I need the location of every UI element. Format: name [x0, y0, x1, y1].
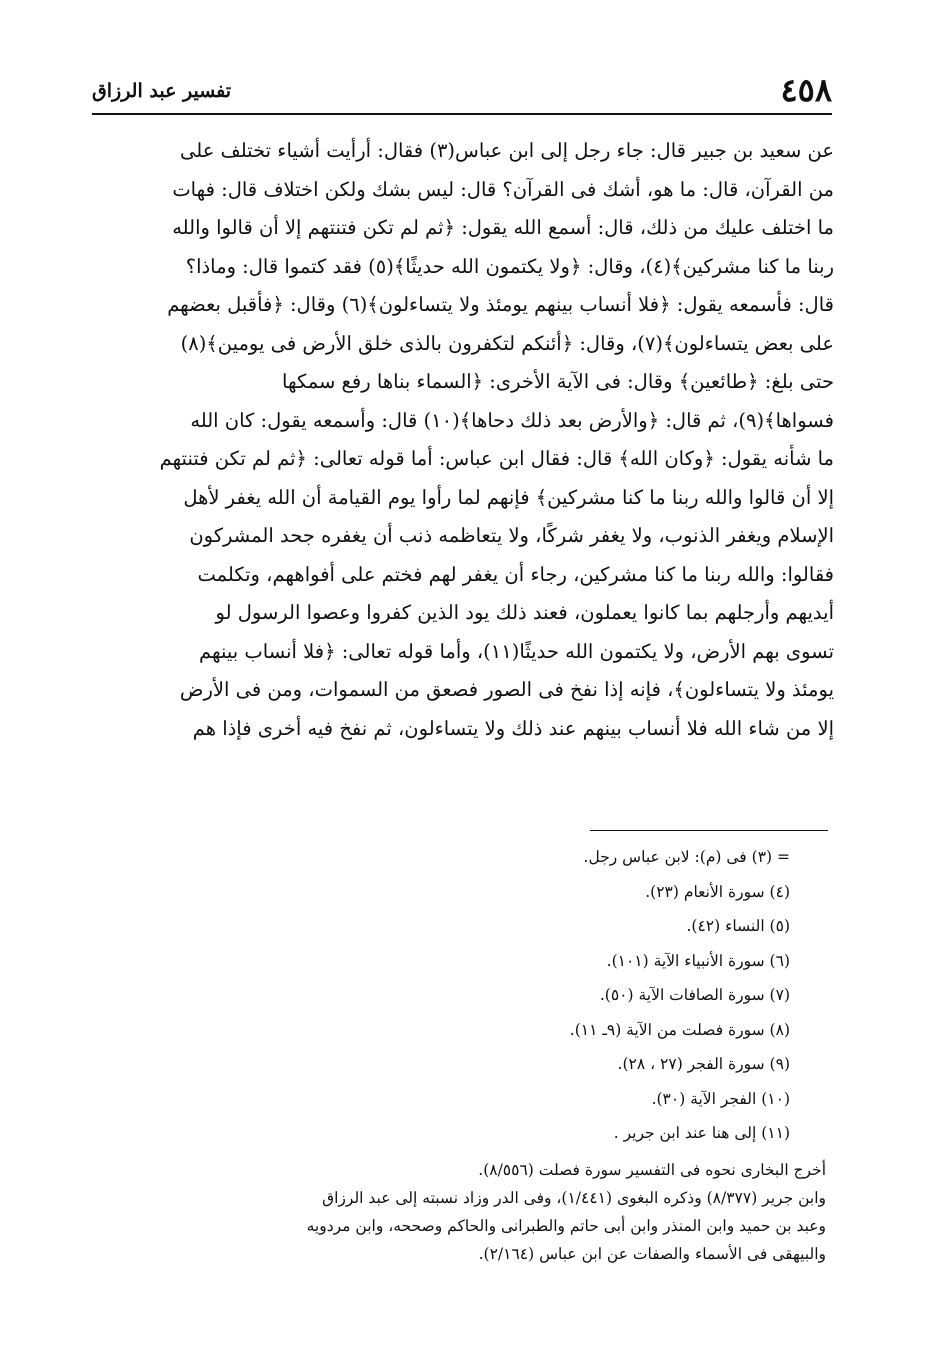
text-line: فقالوا: والله ربنا ما كنا مشركين، رجاء أن يغفر لهم فختم على أفواههم، وتكلمت	[197, 562, 834, 586]
reference-line: والبيهقى فى الأسماء والصفات عن ابن عباس (٢/١٦٤).	[478, 1245, 826, 1263]
page-number: ٤٥٨	[780, 71, 832, 109]
footnote: (٥) النساء (٤٢).	[686, 917, 790, 935]
text-line: إلا أن قالوا والله ربنا ما كنا مشركين﴾ فإنهم لما رأوا يوم القيامة أن الله يغفر لأهل	[183, 485, 834, 509]
footnote-separator	[590, 830, 828, 831]
reference-line: وابن جرير (٨/٣٧٧) وذكره البغوى (١/٤٤١)، وفى الدر وزاد نسبته إلى عبد الرزاق	[322, 1189, 826, 1207]
text-line: الإسلام ويغفر الذنوب، ولا يغفر شركًا، ولا يتعاظمه ذنب أن يغفره جحد المشركون	[189, 524, 834, 547]
text-line: إلا من شاء الله فلا أنساب بينهم عند ذلك ولا يتساءلون، ثم نفخ فيه أخرى فإذا هم	[192, 716, 834, 740]
footnote: = (٣) فى (م): لابن عباس رجل.	[583, 848, 790, 866]
text-line: على بعض يتساءلون﴾(٧)، وقال: ﴿أئنكم لتكفرون بالذى خلق الأرض فى يومين﴾(٨)	[180, 331, 834, 355]
reference-line: أخرج البخارى نحوه فى التفسير سورة فصلت (٨/٥٥٦).	[478, 1161, 826, 1179]
footnote: (٨) سورة فصلت من الآية (٩ـ ١١).	[569, 1020, 790, 1039]
reference-line: وعبد بن حميد وابن المنذر وابن أبى حاتم والطبرانى والحاكم وصححه، وابن مردويه	[306, 1217, 826, 1235]
footnote: (١٠) الفجر الآية (٣٠).	[651, 1089, 790, 1108]
footnote: (٤) سورة الأنعام (٢٣).	[645, 882, 790, 901]
running-title: تفسير عبد الرزاق	[92, 80, 232, 102]
text-line: ما اختلف عليك من ذلك، قال: أسمع الله يقول: ﴿ثم لم تكن فتنتهم إلا أن قالوا والله	[172, 216, 834, 239]
text-line: ما شأنه يقول: ﴿وكان الله﴾ قال: فقال ابن عباس: أما قوله تعالى: ﴿ثم لم تكن فتنتهم	[159, 447, 834, 470]
footnote: (١١) إلى هنا عند ابن جرير .	[613, 1124, 790, 1142]
footnote: (٧) سورة الصافات الآية (٥٠).	[599, 986, 790, 1004]
text-line: عن سعيد بن جبير قال: جاء رجل إلى ابن عباس(٣) فقال: أرأيت أشياء تختلف على	[180, 139, 834, 162]
text-line: تسوى بهم الأرض، ولا يكتمون الله حديثًا(١١)، وأما قوله تعالى: ﴿فلا أنساب بينهم	[199, 639, 834, 663]
footnote: (٦) سورة الأنبياء الآية (١٠١).	[606, 951, 790, 970]
text-line: قال: فأسمعه يقول: ﴿فلا أنساب بينهم يومئذ ولا يتساءلون﴾(٦) وقال: ﴿فأقبل بعضهم	[167, 293, 834, 316]
text-line: من القرآن، قال: ما هو، أشك فى القرآن؟ قال: ليس بشك ولكن اختلاف قال: فهات	[172, 177, 834, 201]
text-line: يومئذ ولا يتساءلون﴾، فإنه إذا نفخ فى الصور فصعق من السموات، ومن فى الأرض	[179, 678, 834, 701]
page-header	[92, 70, 832, 110]
text-line: ربنا ما كنا مشركين﴾(٤)، وقال: ﴿ولا يكتمون الله حديثًا﴾(٥) فقد كتموا قال: وماذا؟	[185, 254, 834, 278]
footnote: (٩) سورة الفجر (٢٧ ، ٢٨).	[617, 1055, 790, 1073]
footnotes	[300, 840, 790, 1151]
text-line: حتى بلغ: ﴿طائعين﴾ وقال: فى الآية الأخرى: ﴿السماء بناها رفع سمكها	[282, 370, 834, 393]
source-references	[96, 1156, 826, 1268]
header-rule	[92, 113, 832, 115]
text-line: أيديهم وأرجلهم بما كانوا يعملون، فعند ذلك يود الذين كفروا وعصوا الرسول لو	[215, 601, 834, 624]
main-text	[96, 132, 834, 748]
text-line: فسواها﴾(٩)، ثم قال: ﴿والأرض بعد ذلك دحاها﴾(١٠) قال: وأسمعه يقول: كان الله	[190, 408, 834, 432]
